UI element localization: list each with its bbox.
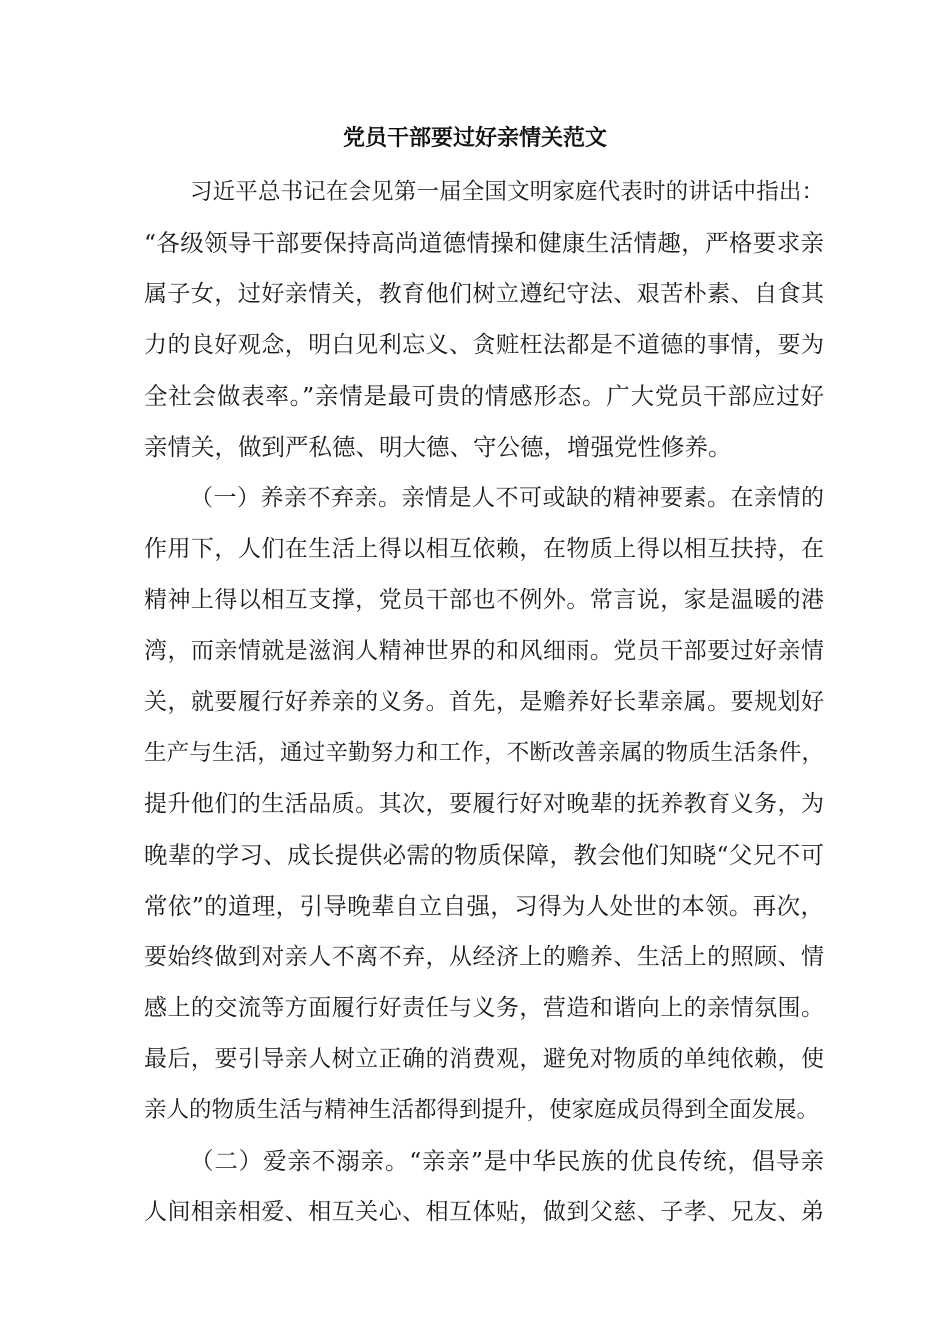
- text-line: 提升他们的生活品质。其次，要履行好对晚辈的抚养教育义务，为: [144, 791, 824, 817]
- text-line: 亲情关，做到严私德、明大德、守公德，增强党性修养。: [144, 433, 732, 461]
- text-line: 人间相亲相爱、相互关心、相互体贴，做到父慈、子孝、兄友、弟: [144, 1199, 824, 1225]
- text-line: “各级领导干部要保持高尚道德情操和健康生活情趣，严格要求亲: [144, 229, 824, 257]
- text-line: 要始终做到对亲人不离不弃，从经济上的赡养、生活上的照顾、情: [144, 944, 824, 970]
- text-line: （二）爱亲不溺亲。“亲亲”是中华民族的优良传统，倡导亲: [190, 1147, 824, 1175]
- text-line: 习近平总书记在会见第一届全国文明家庭代表时的讲话中指出：: [190, 179, 824, 205]
- text-line: 属子女，过好亲情关，教育他们树立遵纪守法、艰苦朴素、自食其: [144, 281, 824, 307]
- text-line: 作用下，人们在生活上得以相互依赖，在物质上得以相互扶持，在: [144, 536, 824, 562]
- text-line: 力的良好观念，明白见利忘义、贪赃枉法都是不道德的事情，要为: [144, 332, 824, 358]
- text-line: 感上的交流等方面履行好责任与义务，营造和谐向上的亲情氛围。: [144, 995, 824, 1021]
- text-line: 最后，要引导亲人树立正确的消费观，避免对物质的单纯依赖，使: [144, 1046, 824, 1072]
- text-line: 全社会做表率。”亲情是最可贵的情感形态。广大党员干部应过好: [144, 382, 824, 410]
- text-line: 常依”的道理，引导晚辈自立自强，习得为人处世的本领。再次，: [144, 892, 824, 920]
- text-line: 关，就要履行好养亲的义务。首先，是赡养好长辈亲属。要规划好: [144, 689, 824, 715]
- document-title: 党员干部要过好亲情关范文: [342, 126, 607, 151]
- text-line: 亲人的物质生活与精神生活都得到提升，使家庭成员得到全面发展。: [144, 1097, 820, 1123]
- text-line: 晚辈的学习、成长提供必需的物质保障，教会他们知晓“父兄不可: [144, 841, 824, 869]
- text-line: 精神上得以相互支撑，党员干部也不例外。常言说，家是温暖的港: [144, 587, 824, 613]
- text-line: 湾，而亲情就是滋润人精神世界的和风细雨。党员干部要过好亲情: [144, 638, 824, 664]
- text-line: （一）养亲不弃亲。亲情是人不可或缺的精神要素。在亲情的: [190, 485, 824, 511]
- text-line: 生产与生活，通过辛勤努力和工作，不断改善亲属的物质生活条件，: [144, 740, 824, 766]
